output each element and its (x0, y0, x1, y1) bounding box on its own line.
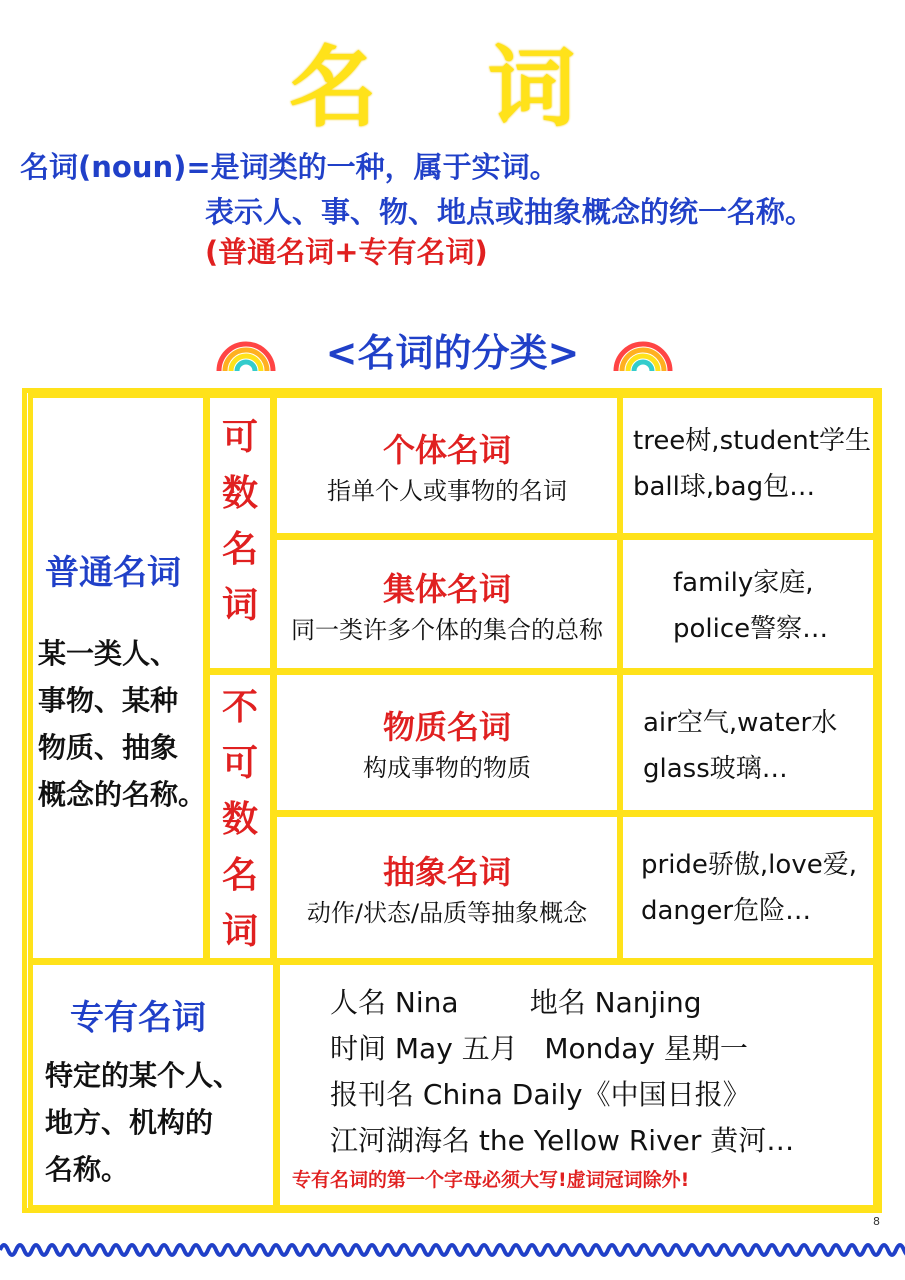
definition-line-1: 名词(noun)=是词类的一种，属于实词。 (20, 150, 559, 184)
row-collective-noun (272, 535, 622, 673)
definition-line-3: (普通名词+专有名词) (205, 235, 488, 269)
noun-type-desc: 构成事物的物质 (363, 754, 531, 782)
rainbow-icon (612, 325, 674, 373)
row-individual-examples: tree树,student学生 ball球,bag包… (618, 393, 878, 538)
noun-type-name: 集体名词 (382, 569, 511, 608)
noun-type-desc: 同一类许多个体的集合的总称 (291, 615, 603, 644)
countable-label: 可 数 名 词 (221, 417, 258, 626)
row-abstract-examples: pride骄傲,love爱, danger危险… (618, 812, 878, 963)
noun-type-name: 抽象名词 (382, 853, 511, 891)
row-material-examples: air空气,water水 glass玻璃… (618, 670, 878, 815)
wave-border-decoration (0, 1235, 905, 1265)
proper-noun-label: 专有名词 (70, 998, 206, 1038)
row-material-noun (272, 670, 622, 815)
proper-noun-examples: 人名 Nina 地名 Nanjing 时间 May 五月 Monday 星期一 报刊名 China Daily《中国日报》 江河湖海名 the Yellow River 黄河… (330, 986, 795, 1157)
proper-noun-desc: 特定的某个人、 地方、机构的 名称。 (45, 1059, 242, 1186)
row-individual-noun (272, 393, 622, 538)
row-collective-examples: family家庭, police警察… (618, 535, 878, 673)
row-abstract-noun (272, 812, 622, 963)
common-noun-label: 普通名词 (45, 553, 181, 593)
uncountable-label: 不 可 数 名 词 (221, 687, 258, 952)
section-title: <名词的分类> (325, 331, 580, 375)
noun-type-name: 物质名词 (382, 708, 511, 746)
definition-line-2: 表示人、事、物、地点或抽象概念的统一名称。 (205, 195, 815, 229)
page-title: 名 词 (289, 36, 616, 139)
capitalization-note: 专有名词的第一个字母必须大写!虚词冠词除外! (292, 1169, 690, 1191)
page-number: 8 (873, 1215, 880, 1228)
noun-type-desc: 指单个人或事物的名词 (327, 477, 567, 505)
noun-type-desc: 动作/状态/品质等抽象概念 (306, 899, 588, 927)
common-noun-desc: 某一类人、 事物、某种 物质、抽象 概念的名称。 (38, 637, 207, 811)
noun-type-name: 个体名词 (382, 431, 511, 469)
